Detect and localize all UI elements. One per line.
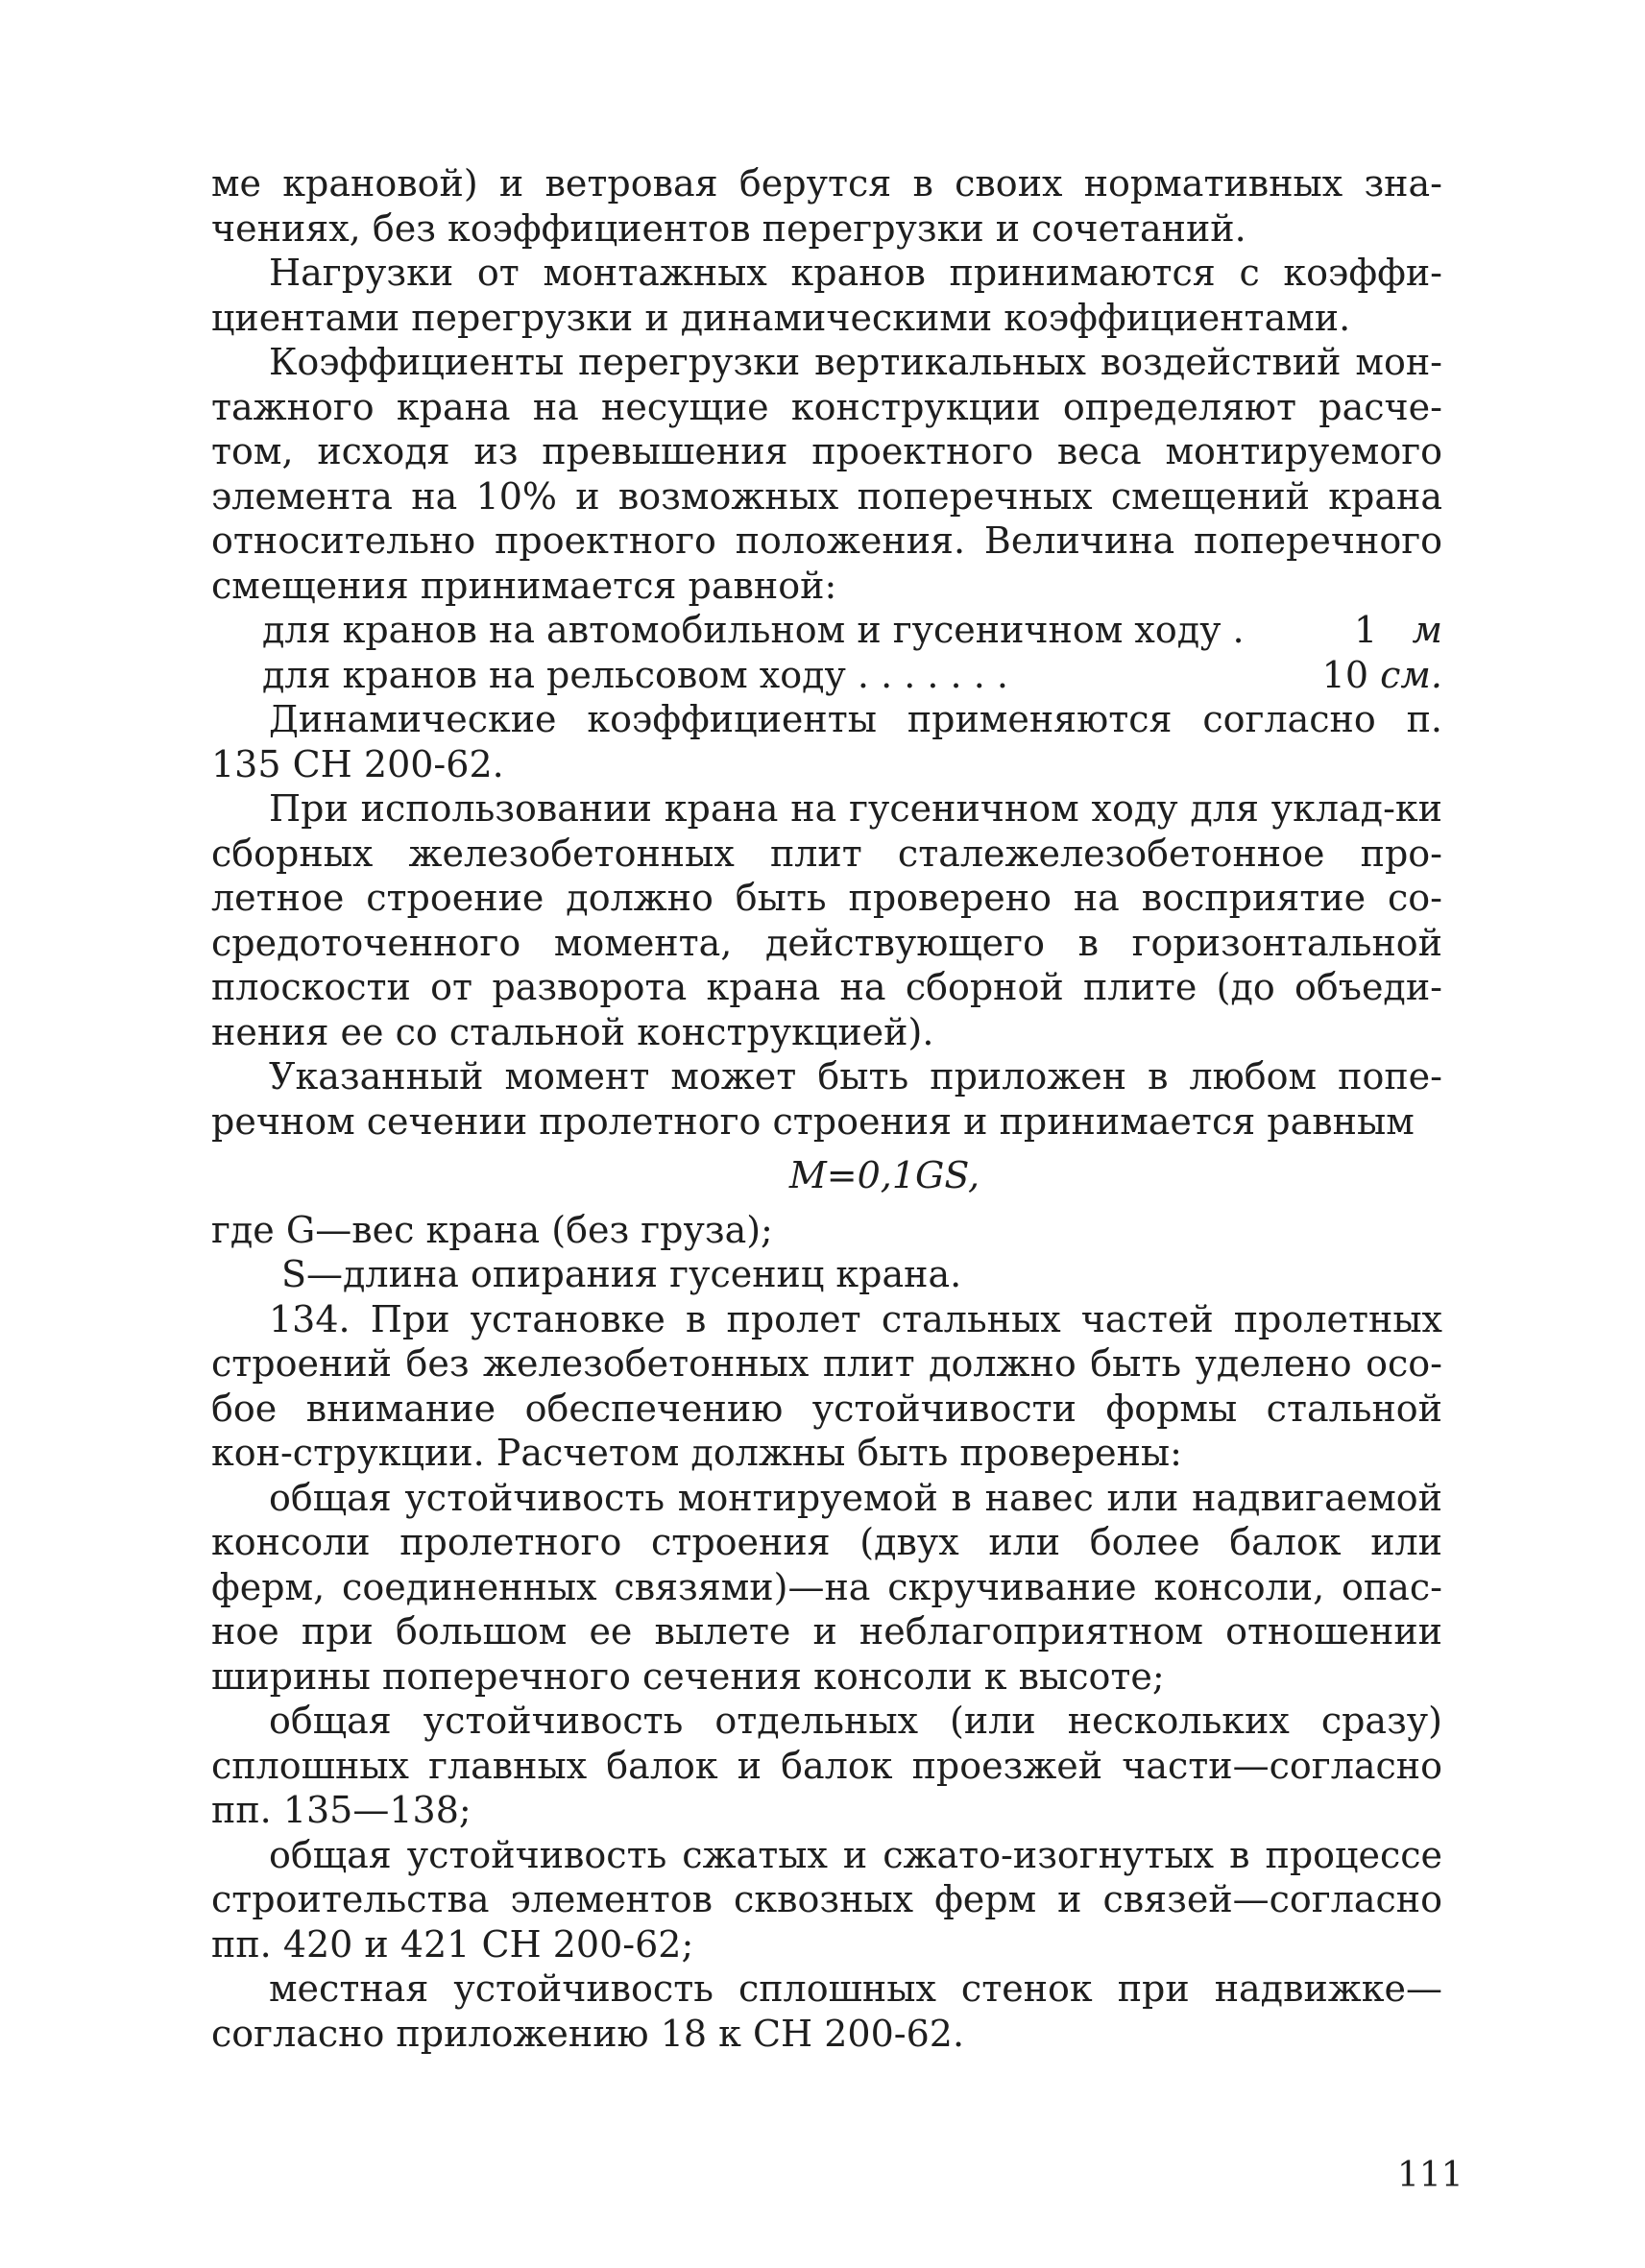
offset-value: 10 см. <box>1321 653 1442 696</box>
formula: M=0,1GS, <box>788 1154 980 1196</box>
paragraph-continuation: ме крановой) и ветровая берутся в своих нормативных зна-чениях, без коэффициентов перегрузки и сочетаний. <box>211 162 1442 250</box>
paragraph-overload-coefficients: Коэффициенты перегрузки вертикальных воздействий мон-тажного крана на несущие конструкции определяют расче-том, исходя из превышения проектного веса монтируемого элемента на 10% и возможных поперечных смещений крана относительно проектного положения. Величина поперечного смещения принимается равной: <box>211 341 1442 607</box>
check-item: общая устойчивость монтируемой в навес или надвигаемой консоли пролетного строения (двух или более балок или ферм, соединенных связями)—на скручивание консоли, опас-ное при большом ее вылете и неблагоприятном отношении ширины поперечного сечения консоли к высоте; <box>211 1476 1442 1698</box>
offset-row-rail <box>211 653 1442 698</box>
offset-row-automobile <box>211 608 1442 653</box>
offset-value: 1 м <box>1354 609 1442 651</box>
where-line-2: S—длина опирания гусениц крана. <box>281 1253 962 1295</box>
paragraph-crawler-crane: При использовании крана на гусеничном ходу для уклад-ки сборных железобетонных плит сталежелезобетонное про-летное строение должно быть проверено на восприятие со-средоточенного момента, действующего в горизонтальной плоскости от разворота крана на сборной плите (до объеди-нения ее со стальной конструкцией). <box>211 787 1442 1053</box>
check-item: общая устойчивость отдельных (или нескольких сразу) сплошных главных балок и балок проезжей части—согласно пп. 135—138; <box>211 1700 1442 1831</box>
offset-label: для кранов на автомобильном и гусеничном ходу . <box>262 609 1245 651</box>
paragraph-dynamic-coefficients: Динамические коэффициенты применяются согласно п. 135 СН 200-62. <box>211 698 1442 785</box>
body-text <box>211 161 1442 2056</box>
clause-134: 134. При установке в пролет стальных частей пролетных строений без железобетонных плит должно быть уделено осо-бое внимание обеспечению устойчивости формы стальной кон-струкции. Расчетом должны быть проверены: <box>211 1297 1442 1474</box>
paragraph-moment: Указанный момент может быть приложен в любом попе-речном сечении пролетного строения и принимается равным <box>211 1055 1442 1143</box>
check-item: общая устойчивость сжатых и сжато-изогнутых в процессе строительства элементов сквозных ферм и связей—согласно пп. 420 и 421 СН 200-62; <box>211 1833 1442 1966</box>
check-item: местная устойчивость сплошных стенок при надвижке—согласно приложению 18 к СН 200-62. <box>211 1967 1442 2055</box>
offset-label: для кранов на рельсовом ходу . . . . . . . <box>262 653 1008 696</box>
where-line-1: где G—вес крана (без груза); <box>211 1208 773 1251</box>
page-number: 111 <box>1397 2156 1464 2195</box>
paragraph-mounting-cranes: Нагрузки от монтажных кранов принимаются с коэффи-циентами перегрузки и динамическими коэффициентами. <box>211 252 1442 339</box>
